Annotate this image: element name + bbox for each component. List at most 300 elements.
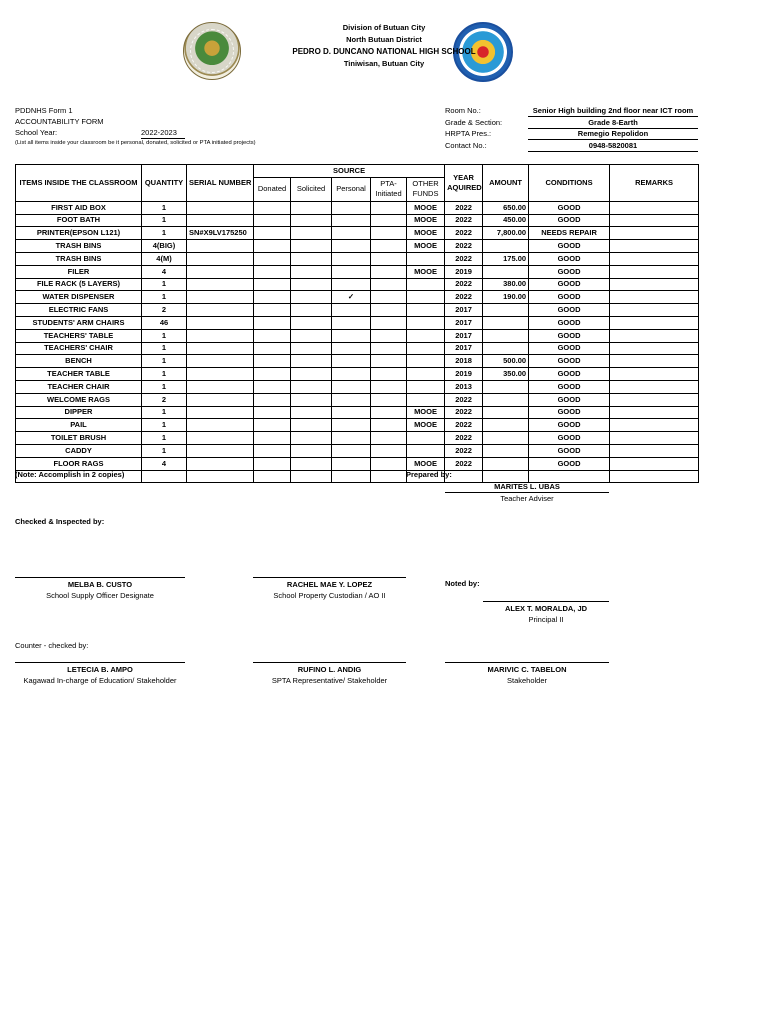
personal-cell — [332, 252, 371, 265]
personal-cell — [332, 368, 371, 381]
serial-cell — [187, 304, 254, 317]
pta-cell — [371, 316, 407, 329]
solicited-cell — [291, 393, 332, 406]
other-funds-cell — [407, 342, 445, 355]
quantity-cell: 1 — [142, 406, 187, 419]
grade-label: Grade & Section: — [445, 118, 503, 127]
year-cell: 2022 — [445, 201, 483, 214]
item-cell: PAIL — [16, 419, 142, 432]
serial-cell — [187, 393, 254, 406]
amount-cell — [483, 342, 529, 355]
condition-cell: GOOD — [529, 457, 610, 470]
other-funds-cell — [407, 393, 445, 406]
donated-cell — [254, 240, 291, 253]
quantity-cell: 46 — [142, 316, 187, 329]
pta-cell — [371, 432, 407, 445]
solicited-cell — [291, 368, 332, 381]
item-cell: BENCH — [16, 355, 142, 368]
donated-cell — [254, 342, 291, 355]
grade-value: Grade 8-Earth — [528, 117, 698, 129]
table-row — [16, 291, 699, 304]
personal-cell — [332, 432, 371, 445]
serial-cell — [187, 252, 254, 265]
donated-cell — [254, 380, 291, 393]
remarks-cell — [610, 406, 699, 419]
signatory-title: Stakeholder — [506, 676, 548, 685]
serial-cell — [187, 240, 254, 253]
other-funds-cell — [407, 432, 445, 445]
pta-cell — [371, 265, 407, 278]
signatory-name: RUFINO L. ANDIG — [253, 662, 406, 675]
amount-cell — [483, 265, 529, 278]
item-cell: STUDENTS' ARM CHAIRS — [16, 316, 142, 329]
principal-signature-block — [483, 601, 609, 625]
pta-cell — [371, 406, 407, 419]
table-row — [16, 214, 699, 227]
other-funds-cell — [407, 380, 445, 393]
hrpta-value: Remegio Repolidon — [528, 128, 698, 140]
remarks-cell — [610, 252, 699, 265]
quantity-cell: 2 — [142, 304, 187, 317]
table-row — [16, 265, 699, 278]
donated-cell — [254, 393, 291, 406]
condition-cell: GOOD — [529, 380, 610, 393]
amount-cell: 7,800.00 — [483, 227, 529, 240]
year-cell: 2017 — [445, 316, 483, 329]
amount-cell — [483, 393, 529, 406]
pta-cell — [371, 252, 407, 265]
solicited-cell — [291, 278, 332, 291]
serial-cell — [187, 316, 254, 329]
other-funds-cell — [407, 355, 445, 368]
serial-cell — [187, 368, 254, 381]
solicited-cell — [291, 419, 332, 432]
remarks-cell — [610, 419, 699, 432]
donated-cell — [254, 214, 291, 227]
principal-name: ALEX T. MORALDA, JD — [483, 601, 609, 614]
quantity-cell: 1 — [142, 227, 187, 240]
signature-block-2 — [253, 577, 406, 601]
pta-cell — [371, 329, 407, 342]
amount-cell — [483, 380, 529, 393]
table-row — [16, 201, 699, 214]
header-source: SOURCE — [254, 165, 445, 178]
room-label: Room No.: — [445, 106, 481, 115]
amount-cell — [483, 419, 529, 432]
year-cell: 2022 — [445, 214, 483, 227]
personal-cell — [332, 380, 371, 393]
remarks-cell — [610, 393, 699, 406]
condition-cell: GOOD — [529, 419, 610, 432]
item-cell: FLOOR RAGS — [16, 457, 142, 470]
quantity-cell: 4 — [142, 265, 187, 278]
other-funds-cell — [407, 291, 445, 304]
table-row — [16, 432, 699, 445]
document-header — [0, 22, 768, 70]
pta-cell — [371, 393, 407, 406]
serial-cell — [187, 214, 254, 227]
pta-cell — [371, 201, 407, 214]
item-cell: WATER DISPENSER — [16, 291, 142, 304]
amount-cell: 500.00 — [483, 355, 529, 368]
quantity-cell: 1 — [142, 214, 187, 227]
table-row — [16, 380, 699, 393]
amount-cell — [483, 240, 529, 253]
donated-cell — [254, 291, 291, 304]
other-funds-cell: MOOE — [407, 265, 445, 278]
serial-cell — [187, 432, 254, 445]
quantity-cell: 4 — [142, 457, 187, 470]
room-value: Senior High building 2nd floor near ICT room — [528, 105, 698, 117]
header-year: YEAR AQUIRED — [445, 165, 483, 202]
quantity-cell: 1 — [142, 329, 187, 342]
condition-cell: GOOD — [529, 304, 610, 317]
pta-cell — [371, 444, 407, 457]
condition-cell: GOOD — [529, 355, 610, 368]
pta-cell — [371, 291, 407, 304]
school-year-value: 2022-2023 — [141, 127, 185, 139]
year-cell: 2018 — [445, 355, 483, 368]
year-cell: 2022 — [445, 252, 483, 265]
donated-cell — [254, 470, 291, 483]
header-conditions: CONDITIONS — [529, 165, 610, 202]
inventory-table — [15, 164, 699, 483]
amount-cell — [483, 329, 529, 342]
table-row — [16, 227, 699, 240]
solicited-cell — [291, 457, 332, 470]
condition-cell: GOOD — [529, 316, 610, 329]
donated-cell — [254, 278, 291, 291]
table-row — [16, 419, 699, 432]
remarks-cell — [610, 355, 699, 368]
remarks-cell — [610, 432, 699, 445]
amount-cell: 175.00 — [483, 252, 529, 265]
other-funds-cell: MOOE — [407, 214, 445, 227]
solicited-cell — [291, 406, 332, 419]
amount-cell — [483, 457, 529, 470]
personal-cell — [332, 355, 371, 368]
personal-cell — [332, 419, 371, 432]
contact-label: Contact No.: — [445, 141, 487, 150]
donated-cell — [254, 252, 291, 265]
table-row — [16, 368, 699, 381]
personal-cell — [332, 470, 371, 483]
remarks-cell — [610, 316, 699, 329]
quantity-cell: 1 — [142, 355, 187, 368]
personal-cell — [332, 227, 371, 240]
year-cell: 2022 — [445, 227, 483, 240]
signature-block-4 — [253, 662, 406, 686]
year-cell: 2022 — [445, 291, 483, 304]
year-cell: 2022 — [445, 444, 483, 457]
serial-cell — [187, 278, 254, 291]
remarks-cell — [610, 304, 699, 317]
other-funds-cell: MOOE — [407, 240, 445, 253]
item-cell: TRASH BINS — [16, 252, 142, 265]
pta-cell — [371, 457, 407, 470]
hrpta-label: HRPTA Pres.: — [445, 129, 492, 138]
year-cell: 2017 — [445, 342, 483, 355]
table-row — [16, 342, 699, 355]
amount-cell — [483, 432, 529, 445]
quantity-cell: 1 — [142, 291, 187, 304]
solicited-cell — [291, 444, 332, 457]
signature-block-5 — [445, 662, 609, 686]
donated-cell — [254, 419, 291, 432]
header-other-funds: OTHER FUNDS — [407, 177, 445, 201]
header-amount: AMOUNT — [483, 165, 529, 202]
condition-cell: GOOD — [529, 368, 610, 381]
condition-cell: GOOD — [529, 329, 610, 342]
other-funds-cell — [407, 316, 445, 329]
table-row — [16, 278, 699, 291]
item-cell: PRINTER(EPSON L121) — [16, 227, 142, 240]
quantity-cell: 1 — [142, 368, 187, 381]
year-cell: 2022 — [445, 432, 483, 445]
pta-cell — [371, 368, 407, 381]
serial-cell — [187, 444, 254, 457]
condition-cell: GOOD — [529, 432, 610, 445]
personal-cell — [332, 278, 371, 291]
year-cell: 2022 — [445, 240, 483, 253]
serial-cell — [187, 406, 254, 419]
school-year-label: School Year: — [15, 128, 58, 137]
header-items: ITEMS INSIDE THE CLASSROOM — [16, 165, 142, 202]
year-cell: 2019 — [445, 368, 483, 381]
item-cell: ELECTRIC FANS — [16, 304, 142, 317]
signatory-name: LETECIA B. AMPO — [15, 662, 185, 675]
condition-cell: GOOD — [529, 201, 610, 214]
donated-cell — [254, 201, 291, 214]
other-funds-cell: MOOE — [407, 419, 445, 432]
quantity-cell: 1 — [142, 380, 187, 393]
amount-cell — [483, 316, 529, 329]
item-cell: TEACHERS' CHAIR — [16, 342, 142, 355]
preparer-title: Teacher Adviser — [500, 494, 554, 503]
pta-cell — [371, 304, 407, 317]
remarks-cell — [610, 240, 699, 253]
condition-cell: NEEDS REPAIR — [529, 227, 610, 240]
item-cell: TOILET BRUSH — [16, 432, 142, 445]
condition-cell: GOOD — [529, 393, 610, 406]
prepared-by-label: Prepared by: — [406, 470, 452, 479]
solicited-cell — [291, 291, 332, 304]
condition-cell: GOOD — [529, 342, 610, 355]
item-cell: FOOT BATH — [16, 214, 142, 227]
item-cell: TEACHERS' TABLE — [16, 329, 142, 342]
pta-cell — [371, 355, 407, 368]
remarks-cell — [610, 278, 699, 291]
other-funds-cell — [407, 368, 445, 381]
solicited-cell — [291, 214, 332, 227]
contact-value: 0948-5820081 — [528, 140, 698, 152]
year-cell: 2022 — [445, 406, 483, 419]
amount-cell: 450.00 — [483, 214, 529, 227]
remarks-cell — [610, 291, 699, 304]
remarks-cell — [610, 470, 699, 483]
donated-cell — [254, 227, 291, 240]
donated-cell — [254, 329, 291, 342]
header-remarks: REMARKS — [610, 165, 699, 202]
remarks-cell — [610, 457, 699, 470]
school-address: Tiniwisan, Butuan City — [343, 59, 425, 68]
form-title: ACCOUNTABILITY FORM — [15, 117, 104, 126]
personal-cell — [332, 444, 371, 457]
quantity-cell: 4(M) — [142, 252, 187, 265]
quantity-cell: 1 — [142, 342, 187, 355]
pta-cell — [371, 214, 407, 227]
amount-cell: 350.00 — [483, 368, 529, 381]
form-number: PDDNHS Form 1 — [15, 106, 73, 115]
donated-cell — [254, 304, 291, 317]
personal-cell — [332, 240, 371, 253]
personal-cell — [332, 265, 371, 278]
donated-cell — [254, 406, 291, 419]
other-funds-cell — [407, 304, 445, 317]
condition-cell: GOOD — [529, 291, 610, 304]
personal-cell — [332, 316, 371, 329]
amount-cell — [483, 406, 529, 419]
remarks-cell — [610, 329, 699, 342]
quantity-cell — [142, 470, 187, 483]
amount-cell: 190.00 — [483, 291, 529, 304]
solicited-cell — [291, 316, 332, 329]
checked-by-label: Checked & Inspected by: — [15, 517, 105, 526]
remarks-cell — [610, 444, 699, 457]
item-cell: DIPPER — [16, 406, 142, 419]
personal-cell — [332, 342, 371, 355]
pta-cell — [371, 380, 407, 393]
year-cell: 2022 — [445, 278, 483, 291]
year-cell: 2022 — [445, 393, 483, 406]
header-pta: PTA- Initiated — [371, 177, 407, 201]
remarks-cell — [610, 368, 699, 381]
signatory-title: SPTA Representative/ Stakeholder — [271, 676, 388, 685]
table-row — [16, 329, 699, 342]
pta-cell — [371, 470, 407, 483]
division-line: Division of Butuan City — [342, 23, 426, 32]
preparer-signature-block — [445, 481, 609, 504]
item-cell: FIRST AID BOX — [16, 201, 142, 214]
personal-cell — [332, 457, 371, 470]
amount-cell — [483, 304, 529, 317]
header-personal: Personal — [332, 177, 371, 201]
solicited-cell — [291, 227, 332, 240]
personal-cell — [332, 329, 371, 342]
serial-cell: SN#X9LV175250 — [187, 227, 254, 240]
counter-checked-label: Counter - checked by: — [15, 641, 89, 650]
serial-cell — [187, 291, 254, 304]
district-line: North Butuan District — [346, 35, 422, 44]
signatory-name: MARIVIC C. TABELON — [445, 662, 609, 675]
other-funds-cell: MOOE — [407, 457, 445, 470]
preparer-name: MARITES L. UBAS — [445, 481, 609, 493]
year-cell: 2019 — [445, 265, 483, 278]
item-cell: FILER — [16, 265, 142, 278]
donated-cell — [254, 368, 291, 381]
other-funds-cell — [407, 252, 445, 265]
table-row — [16, 252, 699, 265]
remarks-cell — [610, 201, 699, 214]
item-cell: WELCOME RAGS — [16, 393, 142, 406]
other-funds-cell: MOOE — [407, 227, 445, 240]
remarks-cell — [610, 265, 699, 278]
pta-cell — [371, 278, 407, 291]
other-funds-cell — [407, 329, 445, 342]
solicited-cell — [291, 470, 332, 483]
serial-cell — [187, 419, 254, 432]
signatory-title: Kagawad In-charge of Education/ Stakeholder — [23, 676, 177, 685]
quantity-cell: 1 — [142, 444, 187, 457]
solicited-cell — [291, 342, 332, 355]
pta-cell — [371, 240, 407, 253]
other-funds-cell: MOOE — [407, 201, 445, 214]
condition-cell: GOOD — [529, 278, 610, 291]
other-funds-cell — [407, 444, 445, 457]
personal-cell — [332, 214, 371, 227]
amount-cell — [483, 444, 529, 457]
quantity-cell: 1 — [142, 432, 187, 445]
solicited-cell — [291, 329, 332, 342]
donated-cell — [254, 444, 291, 457]
other-funds-cell — [407, 278, 445, 291]
personal-cell — [332, 393, 371, 406]
condition-cell: GOOD — [529, 240, 610, 253]
principal-title: Principal II — [528, 615, 564, 624]
year-cell: 2017 — [445, 304, 483, 317]
solicited-cell — [291, 304, 332, 317]
remarks-cell — [610, 342, 699, 355]
serial-cell — [187, 457, 254, 470]
serial-cell — [187, 470, 254, 483]
signature-block-3 — [15, 662, 185, 686]
signatory-title: School Supply Officer Designate — [46, 591, 154, 600]
year-cell: 2017 — [445, 329, 483, 342]
amount-cell: 650.00 — [483, 201, 529, 214]
pta-cell — [371, 342, 407, 355]
condition-cell: GOOD — [529, 444, 610, 457]
item-cell: TEACHER CHAIR — [16, 380, 142, 393]
quantity-cell: 1 — [142, 278, 187, 291]
amount-cell: 380.00 — [483, 278, 529, 291]
condition-cell: GOOD — [529, 265, 610, 278]
solicited-cell — [291, 252, 332, 265]
personal-cell — [332, 201, 371, 214]
serial-cell — [187, 201, 254, 214]
year-cell: 2022 — [445, 419, 483, 432]
item-cell: TRASH BINS — [16, 240, 142, 253]
pta-cell — [371, 419, 407, 432]
solicited-cell — [291, 201, 332, 214]
header-solicited: Solicited — [291, 177, 332, 201]
solicited-cell — [291, 432, 332, 445]
table-row — [16, 406, 699, 419]
serial-cell — [187, 342, 254, 355]
quantity-cell: 4(BIG) — [142, 240, 187, 253]
year-cell: 2013 — [445, 380, 483, 393]
signatory-title: School Property Custodian / AO II — [273, 591, 386, 600]
table-row — [16, 355, 699, 368]
condition-cell: GOOD — [529, 252, 610, 265]
signatory-name: RACHEL MAE Y. LOPEZ — [253, 577, 406, 590]
item-cell: FILE RACK (5 LAYERS) — [16, 278, 142, 291]
serial-cell — [187, 329, 254, 342]
personal-cell — [332, 304, 371, 317]
donated-cell — [254, 265, 291, 278]
table-row — [16, 240, 699, 253]
pta-cell — [371, 227, 407, 240]
solicited-cell — [291, 240, 332, 253]
